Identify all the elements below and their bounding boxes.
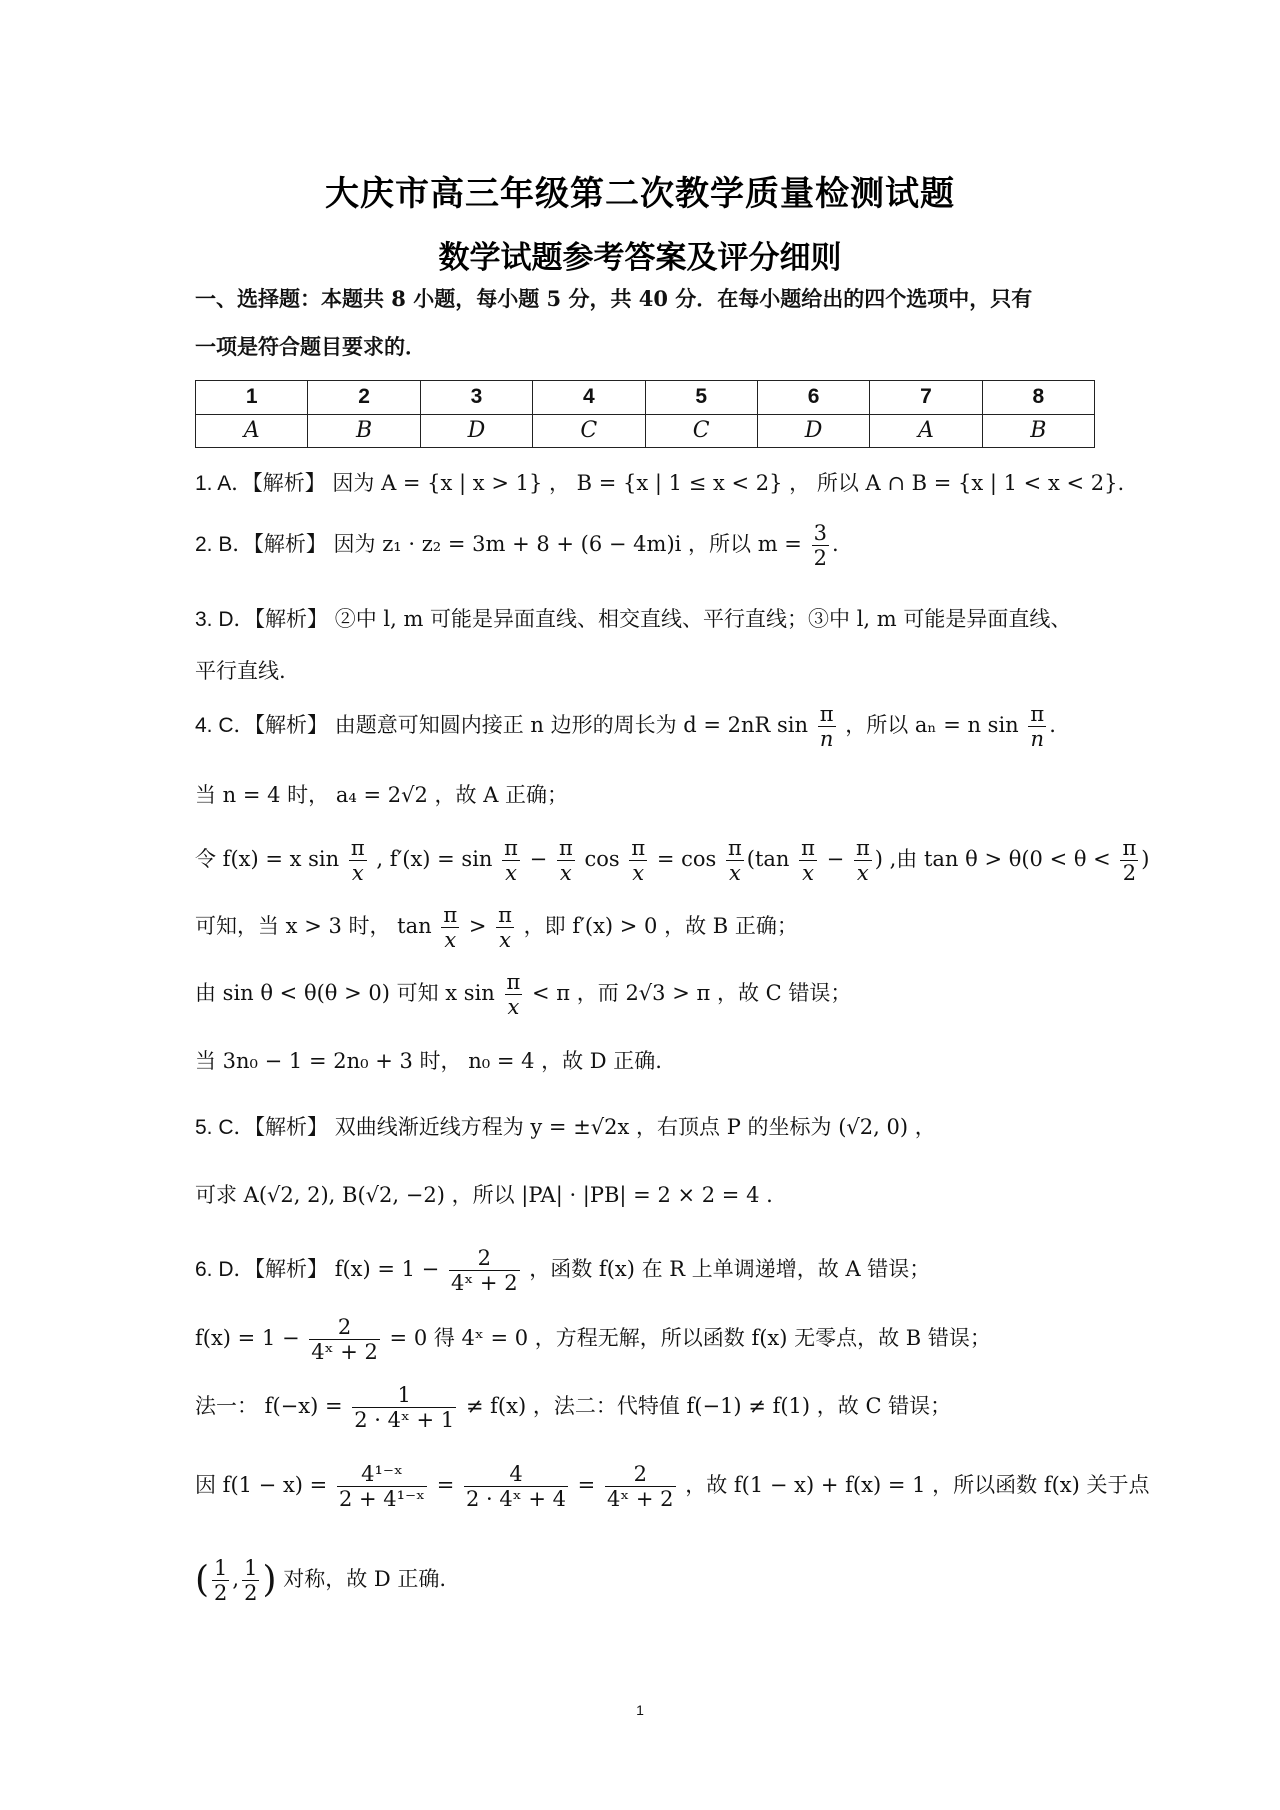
fraction: $\frac{\pi}{n}$ bbox=[1030, 702, 1045, 752]
fraction: $\frac{\pi}{x}$ bbox=[558, 836, 573, 886]
fraction: $\frac{2}{\text{4ˣ + 2}}$ bbox=[311, 1315, 378, 1365]
section-heading-line-2: 一项是符合题目要求的． bbox=[195, 334, 426, 359]
question-number-cell: 4 bbox=[533, 381, 645, 415]
solution-4-line-5: 由 sin θ < θ(θ > 0) 可知 x sin $\frac{\pi}{x}$ < π ，而 2√3 > π ，故 C 错误； bbox=[195, 970, 852, 1020]
solution-3-continued: 平行直线. bbox=[195, 659, 286, 683]
solution-text: ②中 l, m 可能是异面直线、相交直线、平行直线；③中 l, m 可能是异面直线、 bbox=[334, 607, 1072, 631]
solution-label: 3. D．【解析】 bbox=[195, 608, 329, 631]
solution-label: 1. A．【解析】 bbox=[195, 472, 326, 495]
solution-label: 4. C．【解析】 bbox=[195, 714, 329, 738]
fraction: $\frac{\pi}{x}$ bbox=[443, 903, 458, 953]
solution-text: 双曲线渐近线方程为 y = ±√2x ，右顶点 P 的坐标为 (√2, 0) ， bbox=[334, 1115, 936, 1139]
fraction: $\frac{4}{\text{2 · 4ˣ + 4}}$ bbox=[466, 1462, 566, 1512]
solution-text: 因为 A = {x | x > 1} ， B = {x | 1 ≤ x < 2} ， 所以 A ∩ B = {x | 1 < x < 2}. bbox=[332, 471, 1125, 495]
solution-label: 2. B．【解析】 bbox=[195, 533, 327, 557]
answer-table-answer-row bbox=[196, 414, 1095, 448]
fraction: $\frac{\text{4¹⁻ˣ}}{\text{2 + 4¹⁻ˣ}}$ bbox=[338, 1462, 426, 1512]
answer-cell: D bbox=[420, 414, 532, 448]
section-heading-line-1: 一、选择题：本题共 8 小题，每小题 5 分，共 40 分．在每小题给出的四个选项中，只有 bbox=[195, 286, 1033, 311]
page-title: 大庆市高三年级第二次教学质量检测试题 bbox=[325, 174, 955, 214]
answer-table-header-row bbox=[196, 381, 1095, 415]
solution-6-line-4: 因 f(1 − x) = $\frac{\text{4¹⁻ˣ}}{\text{2 + 4¹⁻ˣ}}$ = $\frac{4}{\text{2 · 4ˣ + 4}}$ = $\frac{2}{\text{4ˣ + 2}}$ ，故 f(1 − x) + f(x) = 1 ，所以函数 f(x) 关于点 bbox=[195, 1462, 1150, 1512]
fraction: $\frac{\pi}{n}$ bbox=[819, 702, 834, 752]
solution-5-line-2: 可求 A(√2, 2), B(√2, −2) ，所以 |PA| · |PB| = 2 × 2 = 4 . bbox=[195, 1183, 773, 1207]
solution-1 bbox=[195, 468, 1124, 499]
page-number: 1 bbox=[636, 1702, 644, 1718]
answer-cell: A bbox=[870, 414, 982, 448]
answer-table bbox=[195, 380, 1095, 448]
fraction: $\frac{1}{2}$ bbox=[214, 1556, 228, 1606]
fraction: $\frac{\pi}{x}$ bbox=[498, 903, 512, 953]
page-subtitle: 数学试题参考答案及评分细则 bbox=[438, 240, 842, 276]
answer-cell: C bbox=[533, 414, 645, 448]
solution-6-line-2: f(x) = 1 − $\frac{2}{\text{4ˣ + 2}}$ = 0 得 4ˣ = 0 ，方程无解，所以函数 f(x) 无零点，故 B 错误； bbox=[195, 1315, 991, 1365]
answer-cell: D bbox=[757, 414, 869, 448]
question-number-cell: 2 bbox=[308, 381, 420, 415]
fraction: $\frac{\pi}{x}$ bbox=[727, 836, 742, 886]
solution-2: 2. B．【解析】 因为 z₁ · z₂ = 3m + 8 + (6 − 4m)i ，所以 m = $\frac{3}{2}$ . bbox=[195, 521, 839, 571]
question-number-cell: 1 bbox=[196, 381, 308, 415]
solution-label: 5. C．【解析】 bbox=[195, 1116, 329, 1139]
fraction: $\frac{\pi}{2}$ bbox=[1122, 836, 1137, 886]
fraction: $\frac{\pi}{x}$ bbox=[504, 836, 518, 886]
answer-cell: B bbox=[308, 414, 420, 448]
fraction: $\frac{\pi}{x}$ bbox=[350, 836, 365, 886]
question-number-cell: 5 bbox=[645, 381, 757, 415]
fraction: $\frac{3}{2}$ bbox=[813, 521, 827, 571]
answer-cell: C bbox=[645, 414, 757, 448]
right-paren: ) bbox=[262, 1559, 277, 1601]
solution-5 bbox=[195, 1112, 936, 1143]
fraction: $\frac{\pi}{x}$ bbox=[801, 836, 815, 886]
solution-4-line-4: 可知，当 x > 3 时， tan $\frac{\pi}{x}$ > $\frac{\pi}{x}$ ，即 f′(x) > 0 ，故 B 正确； bbox=[195, 903, 798, 953]
fraction: $\frac{1}{\text{2 · 4ˣ + 1}}$ bbox=[354, 1383, 455, 1433]
solution-3 bbox=[195, 604, 1071, 635]
answer-cell: A bbox=[196, 414, 308, 448]
fraction: $\frac{2}{\text{4ˣ + 2}}$ bbox=[450, 1246, 518, 1296]
solution-6: 6. D．【解析】 f(x) = 1 − $\frac{2}{\text{4ˣ + 2}}$ ，函数 f(x) 在 R 上单调递增，故 A 错误； bbox=[195, 1246, 931, 1296]
fraction: $\frac{\pi}{x}$ bbox=[506, 970, 521, 1020]
solution-label: 6. D．【解析】 bbox=[195, 1258, 329, 1282]
solution-4-line-3: 令 f(x) = x sin $\frac{\pi}{x}$ , f′(x) = sin $\frac{\pi}{x}$ − $\frac{\pi}{x}$ cos $\frac{\pi}{x}$ = cos $\frac{\pi}{x}$ (tan $\frac{\pi}{x}$ − $\frac{\pi}{x}$ ) ,由 tan θ > θ(0 < θ < $\frac{\pi}{2}$ ) bbox=[195, 836, 1150, 886]
question-number-cell: 7 bbox=[870, 381, 982, 415]
left-paren: ( bbox=[195, 1559, 210, 1601]
answer-cell: B bbox=[982, 414, 1094, 448]
solution-4-line-6: 当 3n₀ − 1 = 2n₀ + 3 时， n₀ = 4 ，故 D 正确. bbox=[195, 1049, 662, 1073]
question-number-cell: 3 bbox=[420, 381, 532, 415]
fraction: $\frac{\pi}{x}$ bbox=[631, 836, 646, 886]
solution-text: 因为 z₁ · z₂ = 3m + 8 + (6 − 4m)i ，所以 m = bbox=[333, 532, 802, 557]
solution-6-line-3: 法一： f(−x) = $\frac{1}{\text{2 · 4ˣ + 1}}$ ≠ f(x) ，法二：代特值 f(−1) ≠ f(1) ，故 C 错误； bbox=[195, 1383, 952, 1433]
question-number-cell: 8 bbox=[982, 381, 1094, 415]
solution-4: 4. C．【解析】 由题意可知圆内接正 n 边形的周长为 d = 2nR sin $\frac{\pi}{n}$ ，所以 aₙ = n sin $\frac{\pi}{n}$ . bbox=[195, 702, 1056, 752]
fraction: $\frac{2}{\text{4ˣ + 2}}$ bbox=[606, 1462, 674, 1512]
solution-6-line-5: ( $\frac{1}{2}$ , $\frac{1}{2}$ ) 对称，故 D 正确. bbox=[195, 1556, 447, 1606]
fraction: $\frac{\pi}{x}$ bbox=[855, 836, 870, 886]
solution-4-line-2: 当 n = 4 时， a₄ = 2√2 ，故 A 正确； bbox=[195, 783, 569, 807]
question-number-cell: 6 bbox=[757, 381, 869, 415]
fraction: $\frac{1}{2}$ bbox=[244, 1556, 258, 1606]
